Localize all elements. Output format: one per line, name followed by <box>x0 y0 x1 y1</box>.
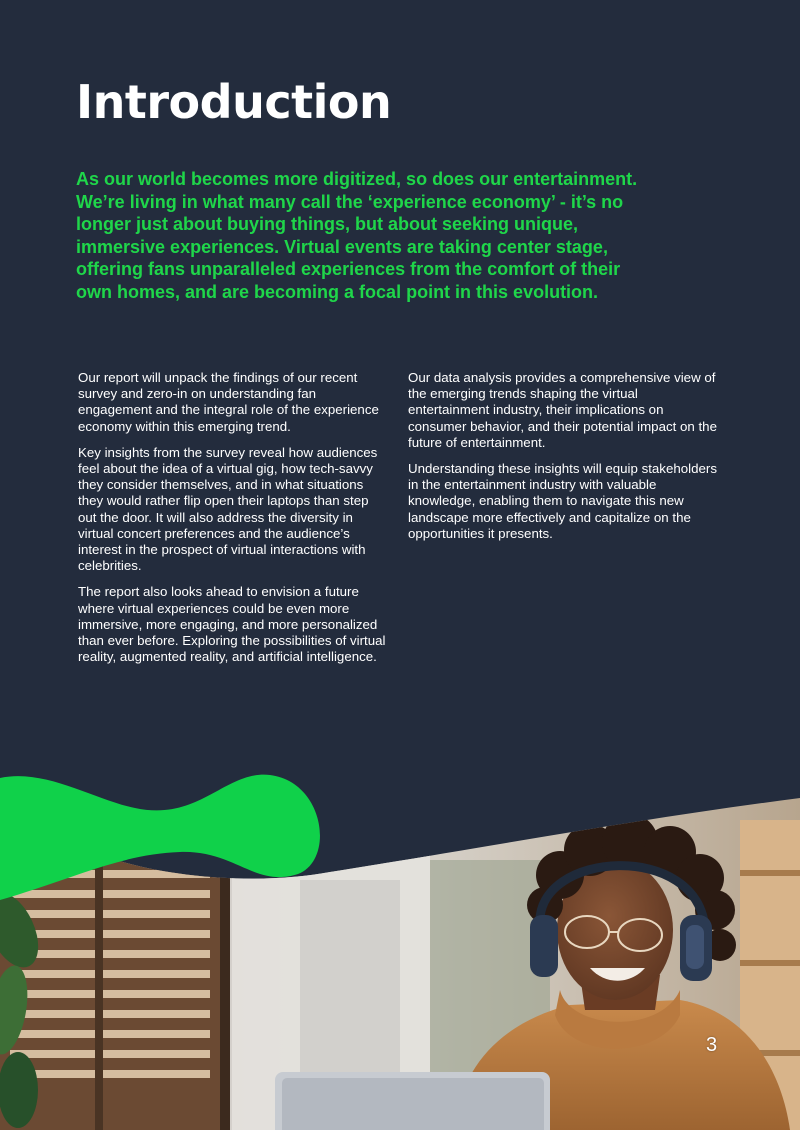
body-paragraph: The report also looks ahead to envision a future where virtual experiences could be even more immersive, more engaging, and more personalized than ever before. Exploring the possibilities of virtual reality, augmented reality, and artificial intelligence. <box>78 584 386 665</box>
page-number: 3 <box>706 1034 718 1056</box>
body-paragraph: Key insights from the survey reveal how audiences feel about the idea of a virtual gig, how tech-savvy they consider themselves, and in what situations they would rather flip open their laptops than step out the door. It will also address the diversity in virtual concert preferences and the audience’s interest in the prospect of virtual interactions with celebrities. <box>78 444 378 574</box>
body-paragraph: Understanding these insights will equip stakeholders in the entertainment industry with valuable knowledge, enabling them to navigate this new landscape more effectively and capitalize on the opportunities it presents. <box>408 461 717 541</box>
page-title: Introduction <box>76 75 392 129</box>
body-paragraph: Our data analysis provides a comprehensive view of the emerging trends shaping the virtual entertainment industry, their implications on consumer behavior, and their potential impact on the future of entertainment. <box>408 370 717 450</box>
lead-paragraph: As our world becomes more digitized, so does our entertainment. We’re living in what many call the ‘experience economy’ - it’s no longer just about buying things, but about seeking unique, immersive experiences. Virtual events are taking center stage, offering fans unparalleled experiences from the comfort of their own homes, and are becoming a focal point in this evolution. <box>76 169 638 302</box>
body-paragraph: Our report will unpack the findings of our recent survey and zero-in on understanding fan engagement and the integral role of the experience economy within this emerging trend. <box>78 370 379 434</box>
